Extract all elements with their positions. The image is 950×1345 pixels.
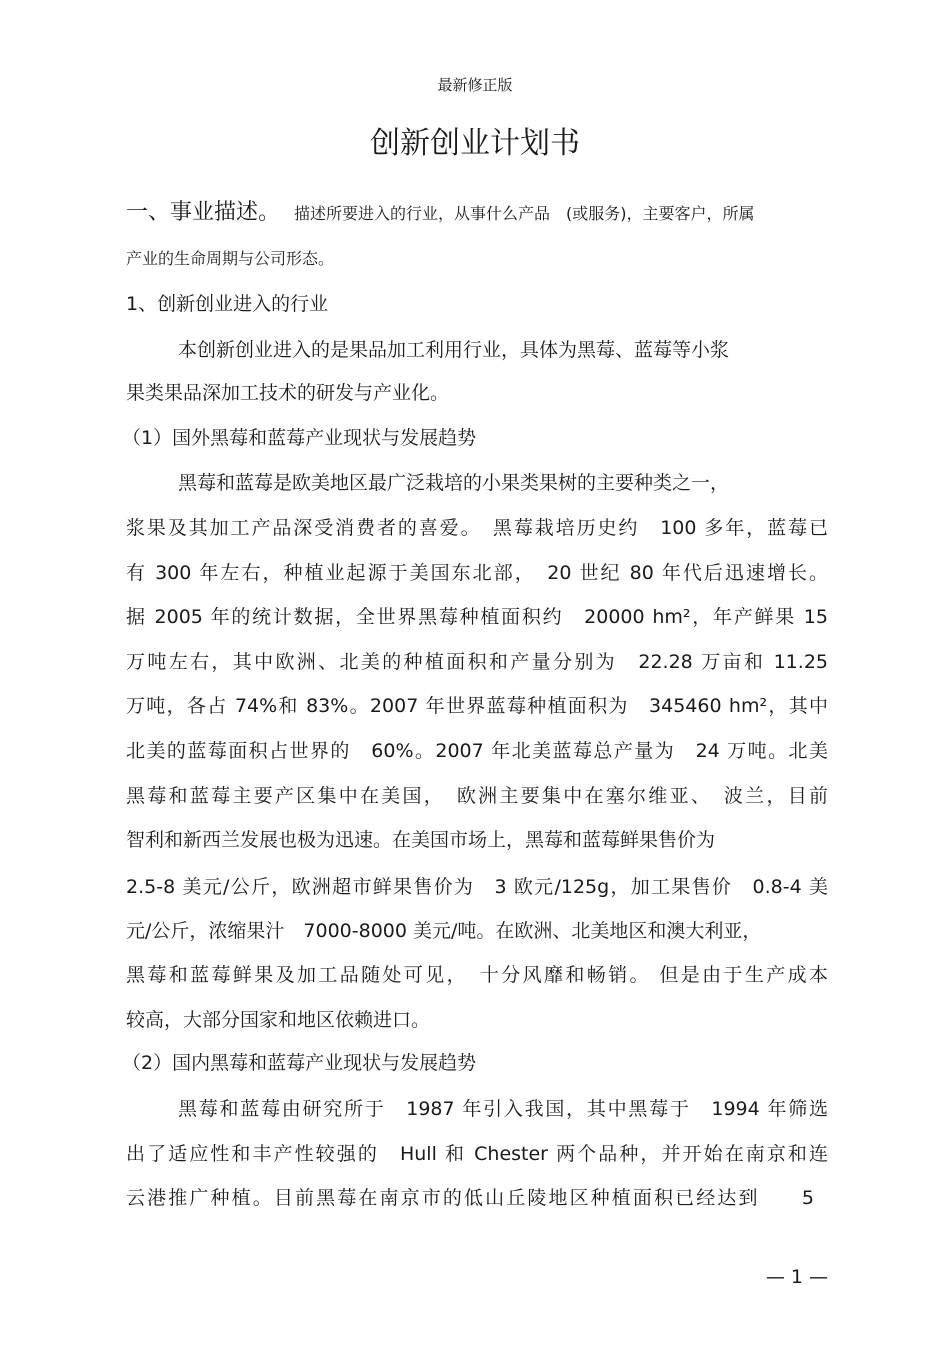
page-number: — 1 —: [765, 1266, 828, 1288]
subsection-heading: 1、创新创业进入的行业: [126, 293, 329, 315]
paragraph-line: 出了适应性和丰产性较强的 Hull 和 Chester 两个品种，并开始在南京和连: [126, 1143, 828, 1165]
paragraph-line: 万吨，各占 74%和 83%。2007 年世界蓝莓种植面积为 345460 hm²，其中: [126, 695, 828, 717]
section-description-cont: 产业的生命周期与公司形态。: [126, 249, 335, 268]
page-header: 最新修正版: [437, 76, 513, 94]
paragraph-line: 本创新创业进入的是果品加工利用行业，具体为黑莓、蓝莓等小浆: [178, 339, 730, 361]
paragraph-line: 果类果品深加工技术的研发与产业化。: [126, 382, 450, 404]
section-description: 描述所要进入的行业，从事什么产品 (或服务)，主要客户，所属: [294, 204, 755, 223]
paragraph-line: 黑莓和蓝莓主要产区集中在美国， 欧洲主要集中在塞尔维亚、 波兰，目前: [126, 785, 828, 807]
section-heading: 一、事业描述。: [126, 200, 281, 225]
paragraph-line: 浆果及其加工产品深受消费者的喜爱。 黑莓栽培历史约 100 多年，蓝莓已: [126, 517, 828, 539]
paragraph-line: 智利和新西兰发展也极为迅速。在美国市场上，黑莓和蓝莓鲜果售价为: [126, 829, 716, 851]
paragraph-line: 2.5-8 美元/公斤，欧洲超市鲜果售价为 3 欧元/125g，加工果售价 0.8-4 美: [126, 876, 828, 898]
subheading: （1）国外黑莓和蓝莓产业现状与发展趋势: [122, 427, 477, 449]
paragraph-line: 云港推广种植。目前黑莓在南京市的低山丘陵地区种植面积已经达到 5: [126, 1187, 814, 1209]
subheading: （2）国内黑莓和蓝莓产业现状与发展趋势: [122, 1052, 477, 1074]
paragraph-line: 黑莓和蓝莓是欧美地区最广泛栽培的小果类果树的主要种类之一，: [178, 472, 730, 494]
section-heading-line: [126, 200, 755, 227]
paragraph-line: 元/公斤，浓缩果汁 7000-8000 美元/吨。在欧洲、北美地区和澳大利亚，: [126, 920, 762, 942]
paragraph-line: 较高，大部分国家和地区依赖进口。: [126, 1009, 431, 1031]
paragraph-line: 有 300 年左右，种植业起源于美国东北部， 20 世纪 80 年代后迅速增长。: [126, 562, 828, 584]
document-title: 创新创业计划书: [370, 126, 580, 161]
paragraph-line: 万吨左右，其中欧洲、北美的种植面积和产量分别为 22.28 万亩和 11.25: [126, 651, 828, 673]
paragraph-line: 黑莓和蓝莓由研究所于 1987 年引入我国，其中黑莓于 1994 年筛选: [178, 1098, 828, 1120]
paragraph-line: 据 2005 年的统计数据，全世界黑莓种植面积约 20000 hm²，年产鲜果 15: [126, 606, 828, 628]
paragraph-line: 黑莓和蓝莓鲜果及加工品随处可见， 十分风靡和畅销。 但是由于生产成本: [126, 964, 828, 986]
paragraph-line: 北美的蓝莓面积占世界的 60%。2007 年北美蓝莓总产量为 24 万吨。北美: [126, 740, 828, 762]
